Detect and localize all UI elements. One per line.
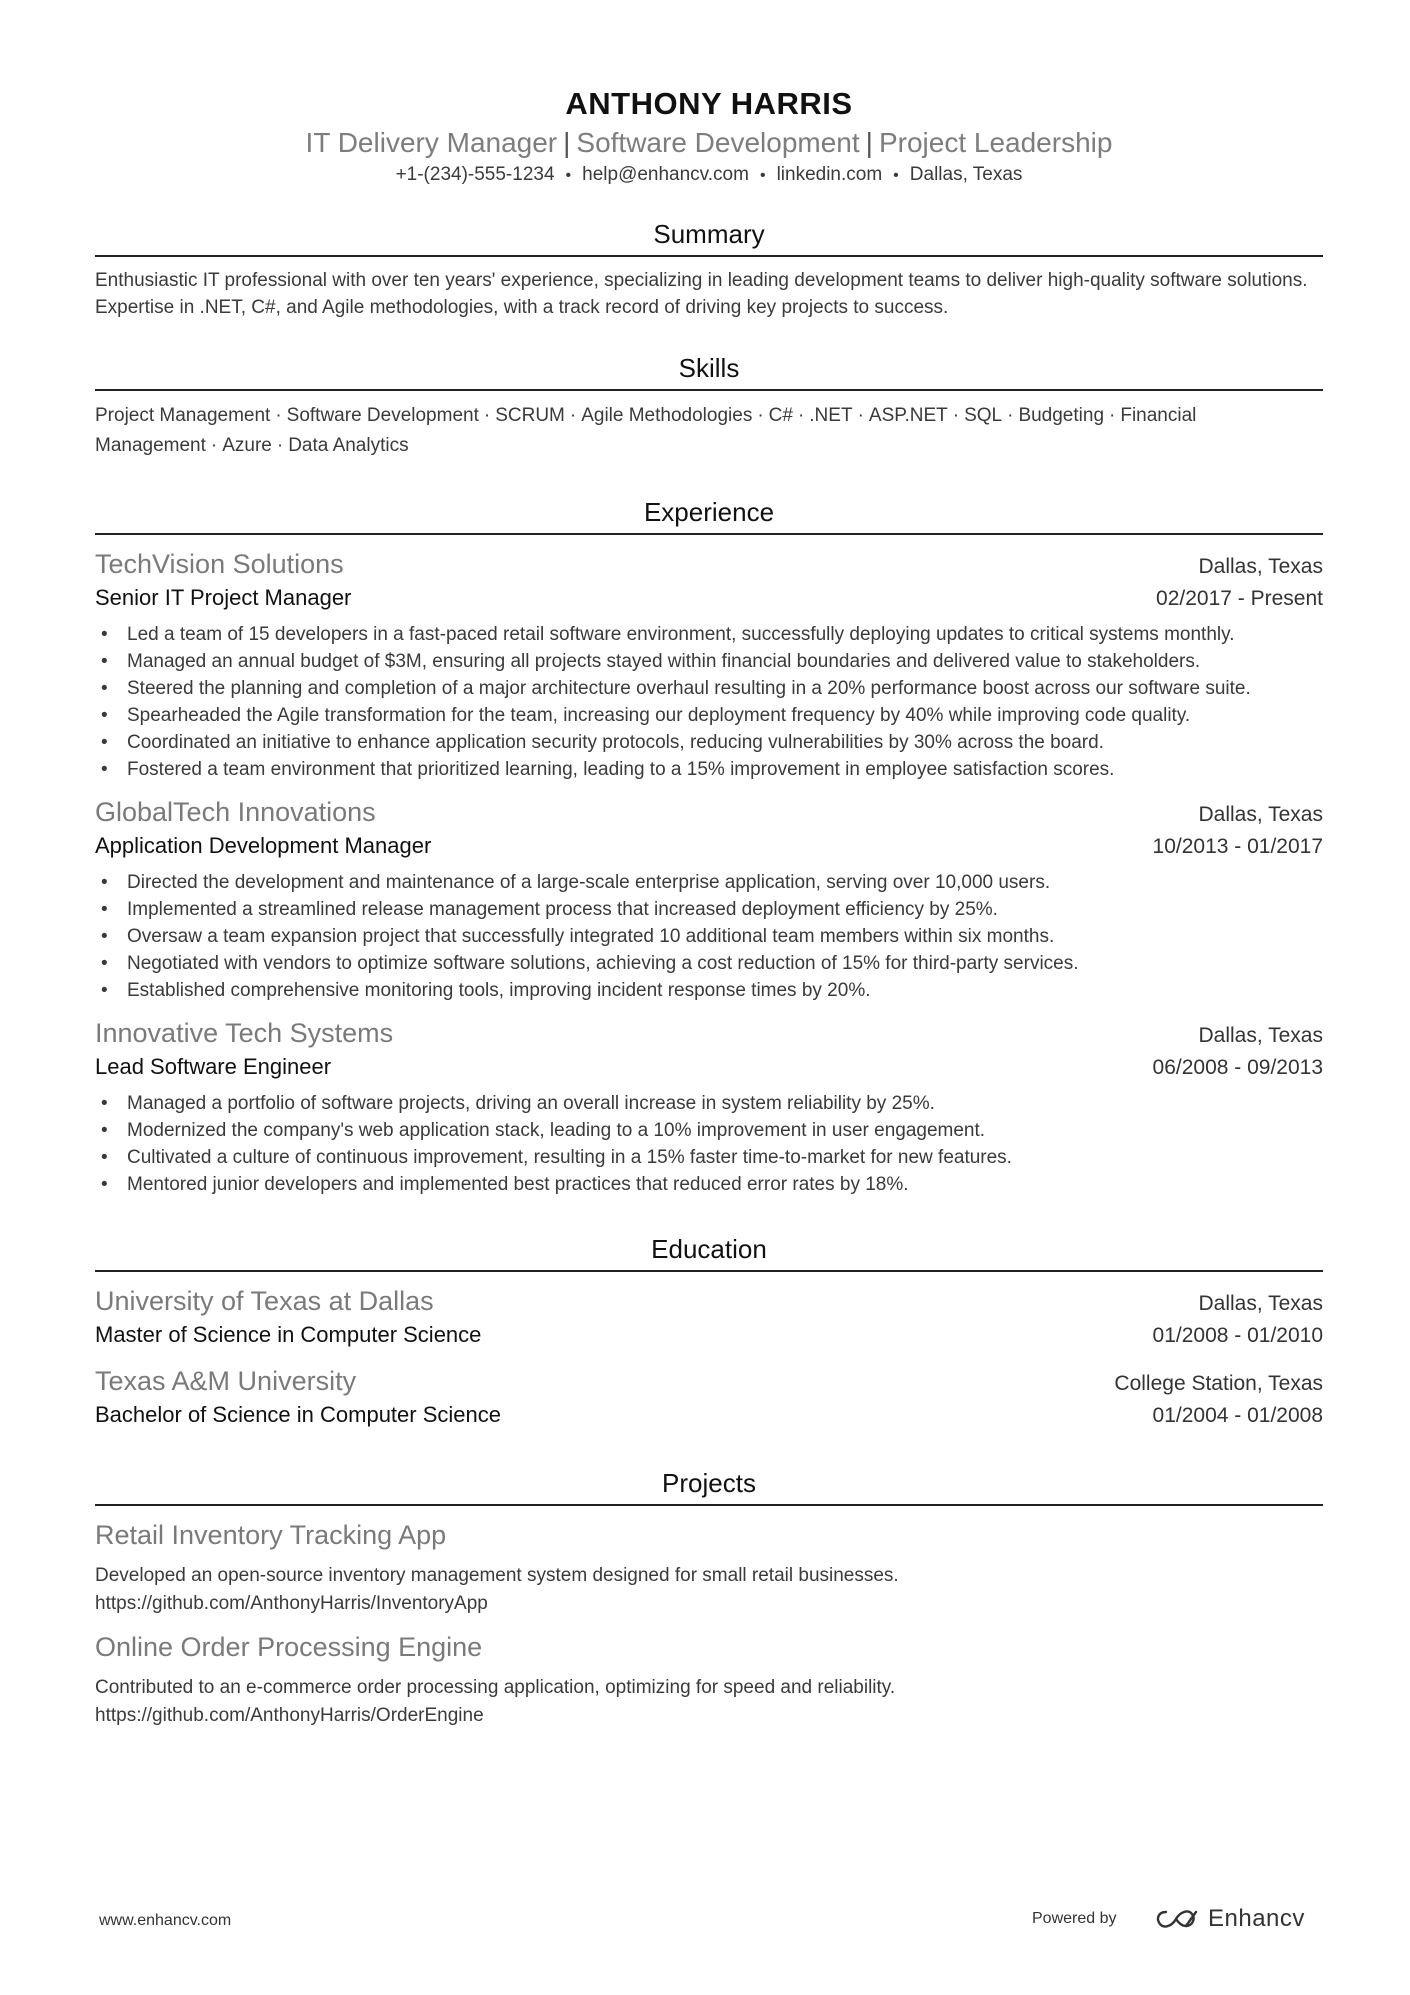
brand-logo[interactable] xyxy=(1152,1904,1305,1934)
education-list xyxy=(95,1284,1323,1432)
job-dates: 02/2017 - Present xyxy=(1156,587,1323,610)
job-location: Dallas, Texas xyxy=(1198,1024,1323,1047)
achievement-bullet: • Spearheaded the Agile transformation for the team, increasing our deployment frequency by 40% while improving code quality. xyxy=(95,702,1323,729)
skills-section xyxy=(95,351,1323,461)
skill-separator: · xyxy=(483,405,491,426)
skill-separator: · xyxy=(210,435,218,456)
entry-header-row xyxy=(95,547,1323,582)
footer-website-link[interactable]: www.enhancv.com xyxy=(99,1912,232,1929)
entry-subheader-row xyxy=(95,830,1323,863)
achievement-bullet: • Coordinated an initiative to enhance application security protocols, reducing vulnerabilities by 30% across the board. xyxy=(95,729,1323,756)
achievement-bullet: • Modernized the company's web application stack, leading to a 10% improvement in user engagement. xyxy=(95,1117,1323,1144)
skill-separator: · xyxy=(757,405,764,426)
achievement-list xyxy=(95,621,1323,783)
job-dates: 10/2013 - 01/2017 xyxy=(1152,835,1323,858)
headline xyxy=(95,126,1323,160)
school-name: University of Texas at Dallas xyxy=(95,1286,434,1316)
skill-item: Data Analytics xyxy=(288,435,409,456)
resume-page xyxy=(95,84,1323,1730)
skill-separator: · xyxy=(1007,405,1014,426)
headline-separator: | xyxy=(865,127,873,158)
contact-separator: • xyxy=(565,167,572,184)
candidate-name: ANTHONY HARRIS xyxy=(565,86,853,121)
resume-header xyxy=(95,84,1323,189)
projects-section xyxy=(95,1466,1323,1730)
contact-phone[interactable]: +1-(234)-555-1234 xyxy=(395,164,555,185)
headline-part: Software Development xyxy=(576,127,860,158)
achievement-bullet: • Steered the planning and completion of a major architecture overhaul resulting in a 20% performance boost across our software suite. xyxy=(95,675,1323,702)
achievement-bullet: • Mentored junior developers and implemented best practices that reduced error rates by 18%. xyxy=(95,1171,1323,1198)
summary-text: Enthusiastic IT professional with over ten years' experience, specializing in leading development teams to deliver high-quality software solutions. Expertise in .NET, C#, and Agile methodologies, with a track record of driving key projects to success. xyxy=(95,270,1308,318)
education-dates: 01/2008 - 01/2010 xyxy=(1152,1324,1323,1347)
skill-separator: · xyxy=(1109,405,1116,426)
achievement-bullet: • Led a team of 15 developers in a fast-paced retail software environment, successfully deploying updates to critical systems monthly. xyxy=(95,621,1323,648)
brand-name: Enhancv xyxy=(1208,1905,1305,1932)
achievement-bullet: • Established comprehensive monitoring tools, improving incident response times by 20%. xyxy=(95,977,1323,1004)
job-location: Dallas, Texas xyxy=(1198,555,1323,578)
section-heading: Summary xyxy=(95,217,1323,257)
skills-list xyxy=(95,401,1323,461)
experience-entry xyxy=(95,547,1323,783)
achievement-list xyxy=(95,1090,1323,1198)
school-location: Dallas, Texas xyxy=(1198,1292,1323,1315)
skill-item: Agile Methodologies xyxy=(581,405,753,426)
company-name: GlobalTech Innovations xyxy=(95,797,376,827)
job-title: Application Development Manager xyxy=(95,833,432,858)
job-dates: 06/2008 - 09/2013 xyxy=(1152,1056,1323,1079)
entry-subheader-row xyxy=(95,1319,1323,1352)
section-heading: Skills xyxy=(95,351,1323,391)
skill-item: SQL xyxy=(964,405,1003,426)
job-location: Dallas, Texas xyxy=(1198,803,1323,826)
section-heading: Projects xyxy=(95,1466,1323,1506)
skill-separator: · xyxy=(857,405,864,426)
entry-subheader-row xyxy=(95,1399,1323,1432)
skill-item: Software Development xyxy=(286,405,479,426)
experience-section xyxy=(95,495,1323,1198)
project-entry xyxy=(95,1518,1323,1618)
skill-separator: · xyxy=(276,435,284,456)
contact-location: Dallas, Texas xyxy=(909,164,1023,185)
experience-list xyxy=(95,547,1323,1198)
skill-item: .NET xyxy=(809,405,853,426)
project-name: Retail Inventory Tracking App xyxy=(95,1520,447,1550)
skill-item: Azure xyxy=(222,435,272,456)
achievement-bullet: • Implemented a streamlined release management process that increased deployment efficiency by 25%. xyxy=(95,896,1323,923)
contact-separator: • xyxy=(759,167,766,184)
contact-email[interactable]: help@enhancv.com xyxy=(582,164,749,185)
skill-separator: · xyxy=(569,405,577,426)
education-entry xyxy=(95,1284,1323,1352)
entry-header-row xyxy=(95,795,1323,830)
entry-header-row xyxy=(95,1364,1323,1399)
section-heading: Experience xyxy=(95,495,1323,535)
skill-item: SCRUM xyxy=(495,405,565,426)
project-link[interactable]: https://github.com/AnthonyHarris/InventoryApp xyxy=(95,1593,488,1614)
skill-item: C# xyxy=(768,405,793,426)
education-entry xyxy=(95,1364,1323,1432)
company-name: TechVision Solutions xyxy=(95,549,344,579)
project-link[interactable]: https://github.com/AnthonyHarris/OrderEngine xyxy=(95,1705,484,1726)
experience-entry xyxy=(95,795,1323,1004)
degree-name: Master of Science in Computer Science xyxy=(95,1322,482,1347)
contact-separator: • xyxy=(893,167,899,184)
project-description: Developed an open-source inventory management system designed for small retail businesses. xyxy=(95,1565,899,1586)
school-name: Texas A&M University xyxy=(95,1366,357,1396)
achievement-bullet: • Directed the development and maintenance of a large-scale enterprise application, serving over 10,000 users. xyxy=(95,869,1323,896)
headline-part: IT Delivery Manager xyxy=(305,127,558,158)
achievement-bullet: • Fostered a team environment that prioritized learning, leading to a 15% improvement in employee satisfaction scores. xyxy=(95,756,1323,783)
degree-name: Bachelor of Science in Computer Science xyxy=(95,1402,501,1427)
company-name: Innovative Tech Systems xyxy=(95,1018,394,1048)
skill-separator: · xyxy=(952,405,960,426)
achievement-bullet: • Oversaw a team expansion project that successfully integrated 10 additional team members within six months. xyxy=(95,923,1323,950)
section-heading: Education xyxy=(95,1232,1323,1272)
project-name: Online Order Processing Engine xyxy=(95,1632,483,1662)
experience-entry xyxy=(95,1016,1323,1198)
job-title: Lead Software Engineer xyxy=(95,1054,332,1079)
achievement-bullet: • Cultivated a culture of continuous improvement, resulting in a 15% faster time-to-market for new features. xyxy=(95,1144,1323,1171)
education-section xyxy=(95,1232,1323,1432)
skill-item: Project Management xyxy=(95,405,271,426)
achievement-bullet: • Managed a portfolio of software projects, driving an overall increase in system reliability by 25%. xyxy=(95,1090,1323,1117)
summary-section xyxy=(95,217,1323,321)
skill-item: ASP.NET xyxy=(868,405,948,426)
job-title: Senior IT Project Manager xyxy=(95,585,352,610)
achievement-bullet: • Managed an annual budget of $3M, ensuring all projects stayed within financial boundaries and delivered value to stakeholders. xyxy=(95,648,1323,675)
contact-linkedin[interactable]: linkedin.com xyxy=(776,164,883,185)
achievement-list xyxy=(95,869,1323,1004)
entry-subheader-row xyxy=(95,1051,1323,1084)
skill-separator: · xyxy=(275,405,282,426)
page-footer xyxy=(0,1904,1410,1944)
education-dates: 01/2004 - 01/2008 xyxy=(1152,1404,1323,1427)
projects-list xyxy=(95,1518,1323,1730)
skill-item: Budgeting xyxy=(1018,405,1105,426)
powered-by-label: Powered by xyxy=(1032,1910,1117,1927)
entry-header-row xyxy=(95,1284,1323,1319)
headline-part: Project Leadership xyxy=(878,127,1113,158)
headline-separator: | xyxy=(563,127,571,158)
school-location: College Station, Texas xyxy=(1114,1372,1323,1395)
enhancv-logo-icon xyxy=(1152,1907,1200,1931)
achievement-bullet: • Negotiated with vendors to optimize software solutions, achieving a cost reduction of 15% for third-party services. xyxy=(95,950,1323,977)
contact-line xyxy=(95,162,1323,189)
project-entry xyxy=(95,1630,1323,1730)
project-description: Contributed to an e-commerce order processing application, optimizing for speed and reliability. xyxy=(95,1677,896,1698)
skill-separator: · xyxy=(797,405,805,426)
entry-subheader-row xyxy=(95,582,1323,615)
skill-item: Financial Management xyxy=(95,405,1197,456)
entry-header-row xyxy=(95,1016,1323,1051)
